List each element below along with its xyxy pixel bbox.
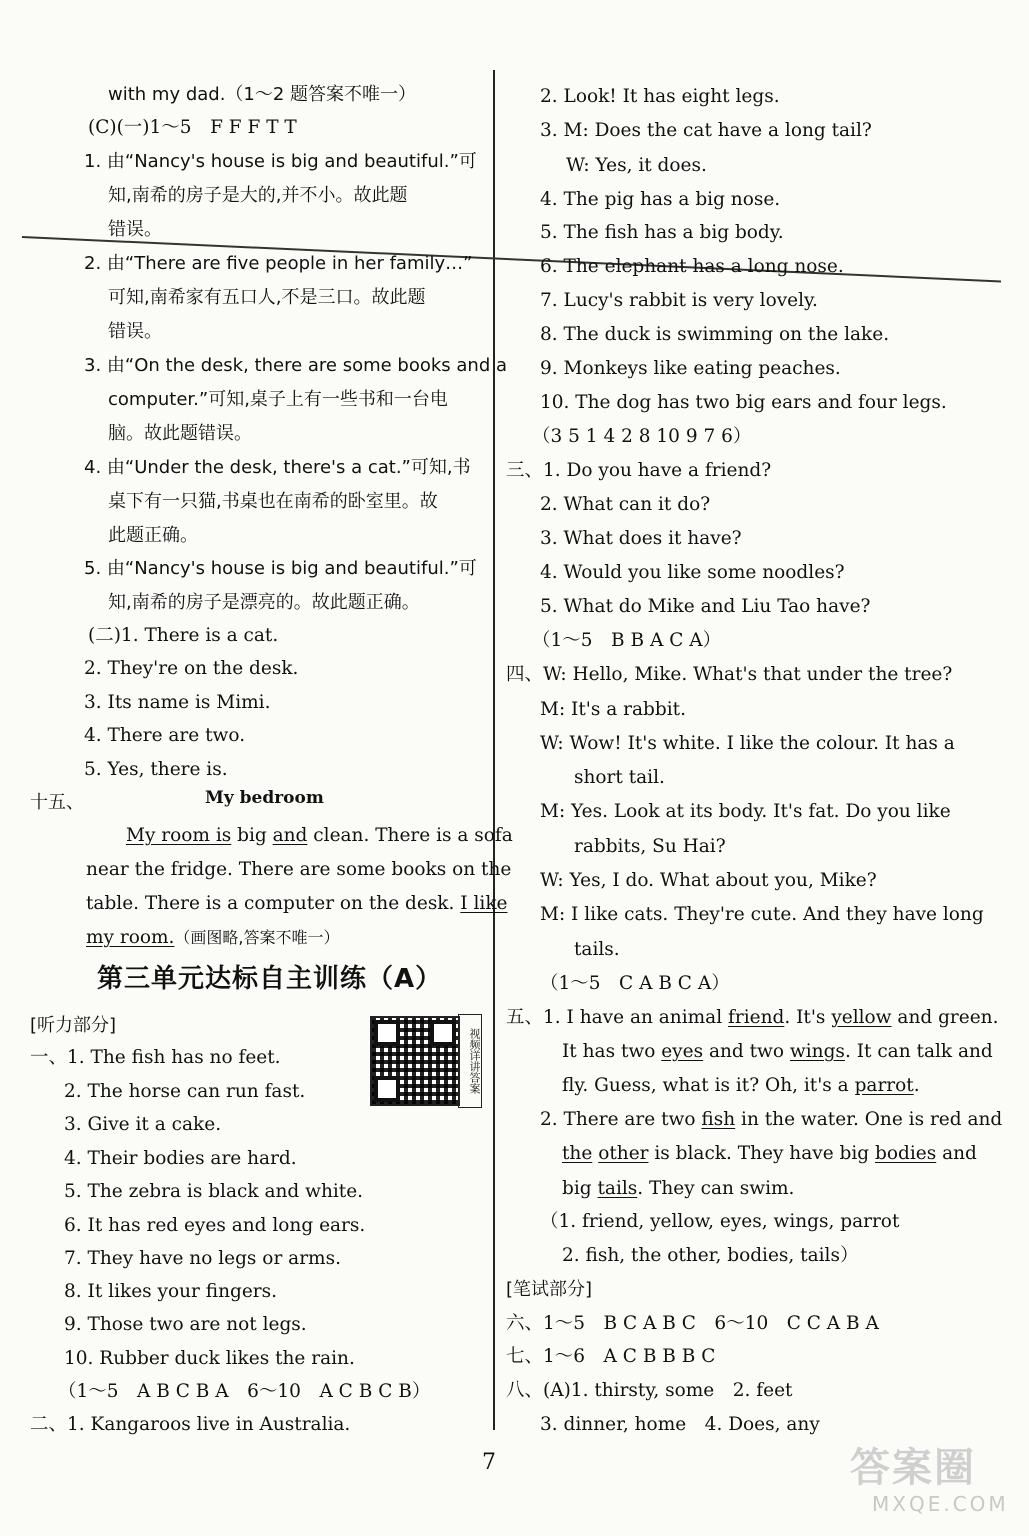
unit-title: 第三单元达标自主训练（A） <box>97 964 443 994</box>
text-span: and <box>936 1143 977 1164</box>
text-line: W: Yes, I do. What about you, Mike? <box>540 870 877 891</box>
qr-code[interactable] <box>370 1016 460 1106</box>
text-span: . They can swim. <box>637 1178 795 1199</box>
text-span: It has two <box>562 1041 662 1062</box>
text-line: 一、1. The fish has no feet. <box>30 1047 281 1068</box>
essay-line <box>86 925 340 951</box>
text-line: 二、1. Kangaroos live in Australia. <box>30 1414 351 1435</box>
text-line: 八、(A)1. thirsty, some 2. feet <box>506 1380 793 1401</box>
underlined-text: My room is <box>126 825 232 846</box>
text-line: 3. What does it have? <box>540 528 742 549</box>
text-line: tails. <box>574 939 620 960</box>
text-line: 5. 由“Nancy's house is big and beautiful.”可 <box>84 558 477 579</box>
watermark-url: MXQE.COM <box>872 1492 1009 1516</box>
qr-finder <box>374 1076 400 1102</box>
text-line: （1. friend, yellow, eyes, wings, parrot <box>540 1211 900 1232</box>
text-line: 9. Those two are not legs. <box>64 1314 307 1335</box>
text-line: 2. Look! It has eight legs. <box>540 86 780 107</box>
text-line: 七、1～6 A C B B B C <box>506 1346 716 1367</box>
text-line: 4. Would you like some noodles? <box>540 562 845 583</box>
text-line <box>506 1005 998 1031</box>
essay-title: My bedroom <box>205 788 324 808</box>
text-span: 五、1. I have an animal <box>506 1007 729 1028</box>
text-line: 9. Monkeys like eating peaches. <box>540 358 841 379</box>
section-header: [听力部分] <box>30 1015 117 1036</box>
text-line: 6. It has red eyes and long ears. <box>64 1215 366 1236</box>
underlined-text: wings <box>789 1041 845 1062</box>
underlined-text: friend <box>728 1007 785 1028</box>
text-line: 六、1～5 B C A B C 6～10 C C A B A <box>506 1313 879 1334</box>
text-line: with my dad.（1～2 题答案不唯一） <box>108 84 417 105</box>
text-line: 4. The pig has a big nose. <box>540 189 781 210</box>
text-line: W: Wow! It's white. I like the colour. It has a <box>540 733 955 754</box>
text-span: clean. There is a sofa <box>307 825 513 846</box>
text-line: 错误。 <box>108 321 162 342</box>
text-span: 2. There are two <box>540 1109 702 1130</box>
text-span: （画图略,答案不唯一） <box>174 928 340 947</box>
underlined-text: tails <box>597 1178 638 1199</box>
underlined-text: the <box>562 1143 593 1164</box>
underlined-text: and <box>272 825 308 846</box>
text-line: computer.”可知,桌子上有一些书和一台电 <box>108 389 448 410</box>
text-span: in the water. One is red and <box>735 1109 1003 1130</box>
text-line: （1～5 C A B C A） <box>540 973 730 994</box>
text-line: 2. fish, the other, bodies, tails） <box>562 1245 859 1266</box>
text-span: . It can talk and <box>844 1041 993 1062</box>
text-line: 4. Their bodies are hard. <box>64 1148 297 1169</box>
text-line: 3. M: Does the cat have a long tail? <box>540 120 872 141</box>
text-line: 8. It likes your fingers. <box>64 1281 278 1302</box>
text-span: table. There is a computer on the desk. <box>86 893 461 914</box>
underlined-text: bodies <box>875 1143 937 1164</box>
text-line: M: Yes. Look at its body. It's fat. Do you like <box>540 801 951 822</box>
text-span: big <box>231 825 273 846</box>
section-header: [笔试部分] <box>506 1279 593 1300</box>
text-span: and two <box>703 1041 790 1062</box>
text-line: 5. Yes, there is. <box>84 759 228 780</box>
watermark-logo: 答案圈 <box>850 1445 976 1491</box>
text-line: 知,南希的房子是漂亮的。故此题正确。 <box>108 592 420 613</box>
underlined-text: fish <box>701 1109 736 1130</box>
text-line: 3. 由“On the desk, there are some books and a <box>84 355 508 376</box>
essay-line <box>86 891 507 917</box>
text-line: 1. 由“Nancy's house is big and beautiful.”可 <box>84 151 477 172</box>
text-line: （1～5 B B A C A） <box>532 630 722 651</box>
text-line: W: Yes, it does. <box>566 155 707 176</box>
text-line: 6. The elephant has a long nose. <box>540 256 844 277</box>
text-line: 2. They're on the desk. <box>84 658 299 679</box>
text-line: 2. The horse can run fast. <box>64 1081 306 1102</box>
text-line <box>540 1107 1002 1133</box>
text-line: 7. They have no legs or arms. <box>64 1248 341 1269</box>
essay-line <box>126 823 513 849</box>
text-line: 四、W: Hello, Mike. What's that under the tree? <box>506 664 953 685</box>
text-line: 7. Lucy's rabbit is very lovely. <box>540 290 818 311</box>
text-line: 10. The dog has two big ears and four legs. <box>540 392 947 413</box>
qr-label: 视频详讲答案 <box>458 1014 482 1108</box>
text-line: 5. The zebra is black and white. <box>64 1181 364 1202</box>
section-number: 十五、 <box>30 792 84 813</box>
underlined-text: eyes <box>661 1041 704 1062</box>
text-line: 可知,南希家有五口人,不是三口。故此题 <box>108 287 426 308</box>
text-line: 此题正确。 <box>108 525 198 546</box>
text-line: 3. Give it a cake. <box>64 1114 222 1135</box>
essay-line: near the fridge. There are some books on the <box>86 859 512 880</box>
text-line: 5. What do Mike and Liu Tao have? <box>540 596 871 617</box>
text-line: 桌下有一只猫,书桌也在南希的卧室里。故 <box>108 491 438 512</box>
text-span: . <box>913 1075 920 1096</box>
column-divider <box>493 70 495 1430</box>
text-line <box>562 1073 920 1099</box>
text-line: 10. Rubber duck likes the rain. <box>64 1348 355 1369</box>
underlined-text: other <box>598 1143 649 1164</box>
text-line: short tail. <box>574 767 665 788</box>
text-line: 4. There are two. <box>84 725 246 746</box>
text-line <box>562 1141 977 1167</box>
underlined-text: yellow <box>831 1007 892 1028</box>
text-line: 三、1. Do you have a friend? <box>506 460 772 481</box>
text-line: 2. 由“There are five people in her family…” <box>84 253 473 274</box>
text-line: （1～5 A B C B A 6～10 A C B C B） <box>58 1381 431 1402</box>
text-line: rabbits, Su Hai? <box>574 836 726 857</box>
text-line: （3 5 1 4 2 8 10 9 7 6） <box>532 426 752 447</box>
text-line: M: I like cats. They're cute. And they have long <box>540 904 984 925</box>
underlined-text: my room. <box>86 927 175 948</box>
text-line <box>562 1176 794 1202</box>
text-line: 脑。故此题错误。 <box>108 423 252 444</box>
text-line: (二)1. There is a cat. <box>88 625 279 646</box>
text-line: M: It's a rabbit. <box>540 699 686 720</box>
text-line: 错误。 <box>108 219 162 240</box>
text-line: 2. What can it do? <box>540 494 711 515</box>
text-line: (C)(一)1～5 F F F T T <box>88 117 297 138</box>
text-line: 3. Its name is Mimi. <box>84 692 271 713</box>
text-line: 5. The fish has a big body. <box>540 222 784 243</box>
text-line: 知,南希的房子是大的,并不小。故此题 <box>108 185 408 206</box>
text-line <box>562 1039 993 1065</box>
page-number: 7 <box>482 1450 496 1475</box>
text-span: fly. Guess, what is it? Oh, it's a <box>562 1075 855 1096</box>
text-span: big <box>562 1178 598 1199</box>
text-line: 8. The duck is swimming on the lake. <box>540 324 890 345</box>
underlined-text: I like <box>460 893 508 914</box>
underlined-text: parrot <box>854 1075 914 1096</box>
text-line: 4. 由“Under the desk, there's a cat.”可知,书 <box>84 457 471 478</box>
text-span: . It's <box>784 1007 832 1028</box>
qr-finder <box>430 1020 456 1046</box>
text-line: 3. dinner, home 4. Does, any <box>540 1414 820 1435</box>
qr-finder <box>374 1020 400 1046</box>
text-span: is black. They have big <box>648 1143 876 1164</box>
text-span: and green. <box>891 1007 999 1028</box>
